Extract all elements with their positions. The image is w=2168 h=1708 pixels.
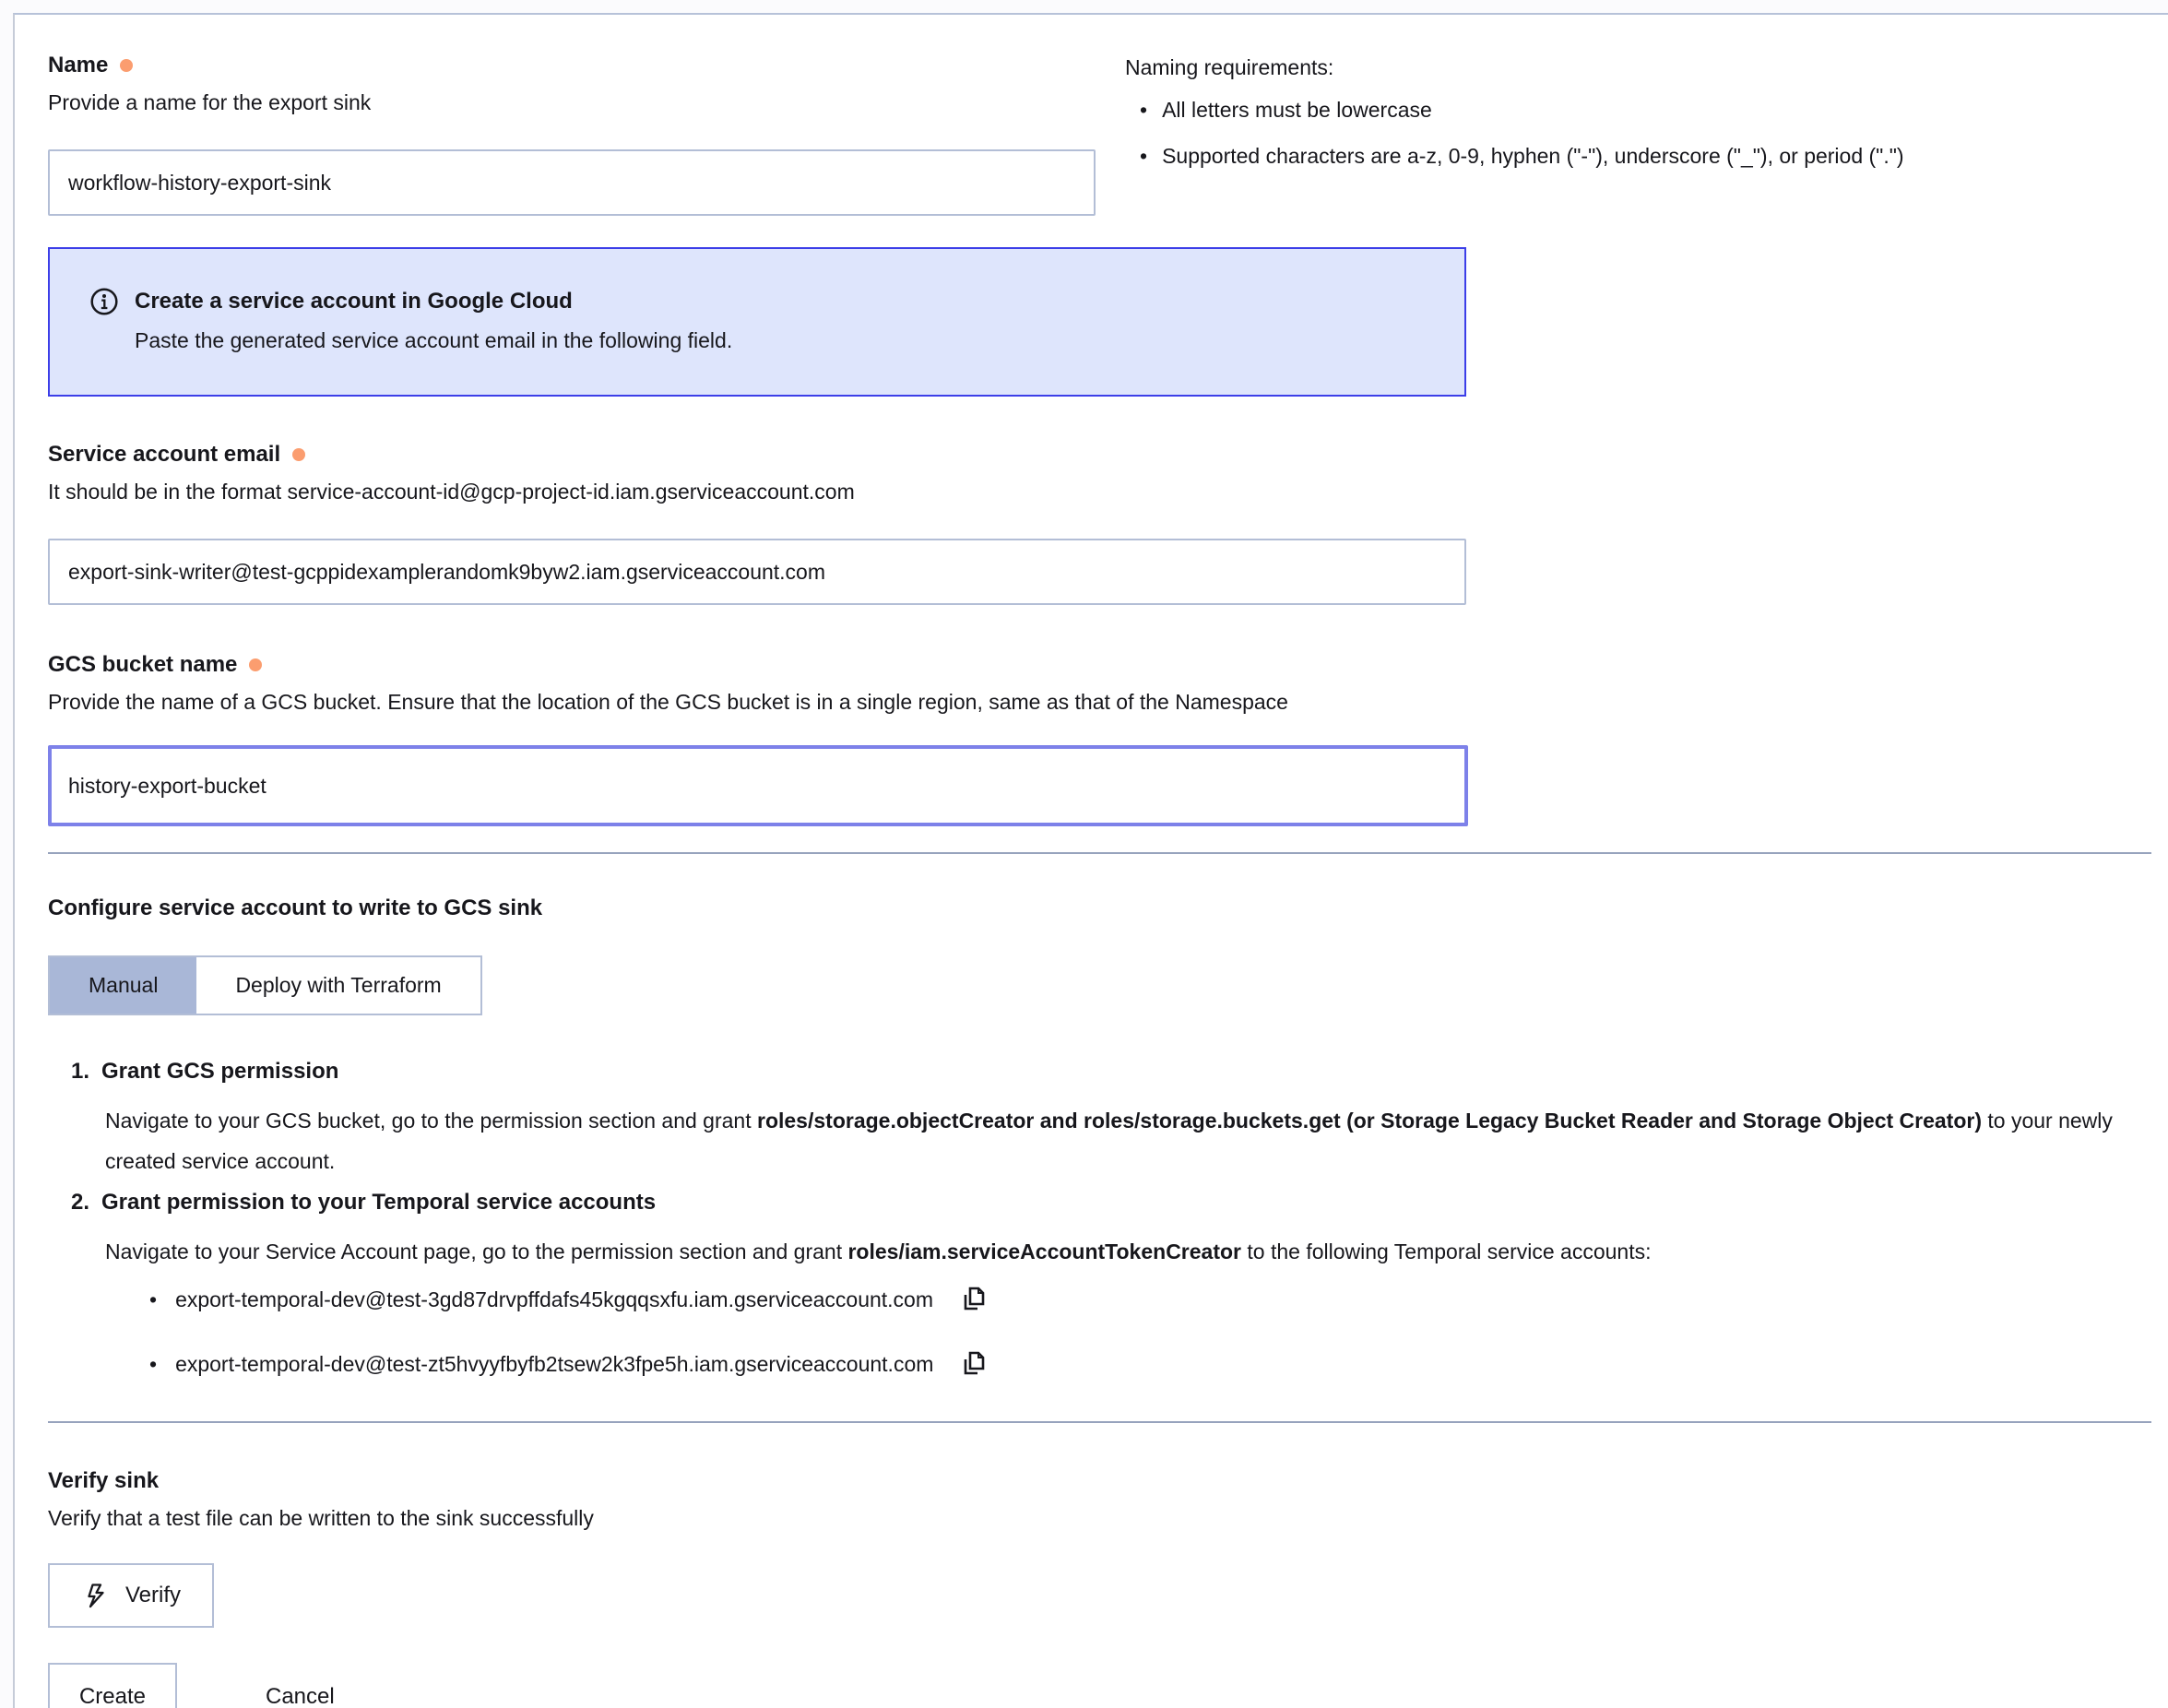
name-label-text: Name bbox=[48, 53, 109, 77]
step-2-title bbox=[71, 1189, 2168, 1216]
service-account-description: It should be in the format service-account-id@gcp-project-id.iam.gserviceaccount.com bbox=[48, 480, 855, 504]
step-1-body bbox=[105, 1100, 2115, 1181]
required-indicator bbox=[120, 59, 133, 72]
list-item bbox=[149, 1279, 2168, 1320]
section-divider bbox=[48, 852, 2151, 854]
list-item bbox=[1140, 142, 1904, 170]
create-button[interactable] bbox=[48, 1663, 177, 1708]
step-body-bold: roles/storage.objectCreator and roles/storage.buckets.get (or Storage Legacy Bucket Reader and Storage Object Creator) bbox=[757, 1109, 1982, 1133]
step-body-text: Navigate to your Service Account page, go to the permission section and grant bbox=[105, 1239, 848, 1263]
info-banner-title: Create a service account in Google Cloud bbox=[135, 289, 573, 314]
bucket-field-group bbox=[48, 651, 2168, 826]
lightning-bolt-icon bbox=[81, 1582, 109, 1609]
cancel-button-label: Cancel bbox=[266, 1684, 335, 1708]
name-row bbox=[48, 52, 2168, 216]
info-circle-icon bbox=[89, 286, 120, 317]
naming-requirement-text: All letters must be lowercase bbox=[1162, 98, 1432, 122]
bucket-label-text: GCS bucket name bbox=[48, 652, 238, 677]
bullet-icon: • bbox=[149, 1351, 158, 1376]
tab-deploy-with-terraform[interactable] bbox=[196, 957, 480, 1014]
naming-requirements-title: Naming requirements: bbox=[1125, 55, 1334, 79]
list-item bbox=[149, 1344, 2168, 1384]
step-number: 1. bbox=[71, 1059, 90, 1084]
configure-section-title: Configure service account to write to GCS sink bbox=[48, 896, 543, 920]
section-divider bbox=[48, 1421, 2151, 1423]
bullet-icon: • bbox=[149, 1287, 158, 1311]
manual-steps bbox=[48, 1058, 2168, 1384]
info-banner-title-row bbox=[89, 286, 1428, 317]
step-2-body bbox=[105, 1231, 2115, 1272]
gcs-bucket-name-input[interactable] bbox=[48, 745, 1468, 826]
temporal-service-accounts-list bbox=[149, 1279, 2168, 1384]
verify-section-description: Verify that a test file can be written to the sink successfully bbox=[48, 1506, 594, 1530]
verify-button-label: Verify bbox=[125, 1583, 182, 1607]
tab-terraform-label: Deploy with Terraform bbox=[235, 973, 442, 997]
temporal-service-account-email: export-temporal-dev@test-zt5hvyyfbyfb2tsew2k3fpe5h.iam.gserviceaccount.com bbox=[175, 1351, 934, 1376]
service-account-field-group bbox=[48, 441, 2168, 605]
step-body-text: to your newly created service account. bbox=[105, 1109, 2113, 1173]
create-button-label: Create bbox=[78, 1684, 147, 1708]
cancel-button[interactable] bbox=[260, 1663, 340, 1708]
naming-requirements-list bbox=[1125, 96, 1904, 170]
copy-icon[interactable] bbox=[955, 1282, 990, 1317]
bucket-description: Provide the name of a GCS bucket. Ensure that the location of the GCS bucket is in a single region, same as that of the Namespace bbox=[48, 690, 1288, 714]
name-field-group bbox=[48, 52, 1096, 216]
service-account-email-input[interactable] bbox=[48, 539, 1466, 605]
required-indicator bbox=[292, 448, 305, 461]
verify-button[interactable] bbox=[48, 1563, 214, 1628]
sink-name-input[interactable] bbox=[48, 149, 1096, 216]
info-banner bbox=[48, 247, 1466, 397]
required-indicator bbox=[249, 658, 262, 671]
step-title-text: Grant permission to your Temporal service accounts bbox=[101, 1190, 657, 1215]
step-title-text: Grant GCS permission bbox=[101, 1059, 339, 1084]
step-body-text: to the following Temporal service accounts: bbox=[1241, 1239, 1652, 1263]
tab-manual[interactable] bbox=[50, 957, 196, 1014]
list-item bbox=[1140, 96, 1904, 124]
temporal-service-account-email: export-temporal-dev@test-3gd87drvpffdafs45kgqqsxfu.iam.gserviceaccount.com bbox=[175, 1287, 934, 1311]
verify-section bbox=[48, 1467, 2168, 1628]
step-1-title bbox=[71, 1058, 2168, 1085]
verify-section-title: Verify sink bbox=[48, 1468, 160, 1493]
service-account-label bbox=[48, 441, 2168, 469]
service-account-label-text: Service account email bbox=[48, 442, 281, 467]
bullet-icon: • bbox=[1140, 98, 1148, 122]
bullet-icon: • bbox=[1140, 144, 1148, 168]
name-description: Provide a name for the export sink bbox=[48, 90, 372, 114]
step-body-bold: roles/iam.serviceAccountTokenCreator bbox=[847, 1239, 1241, 1263]
naming-requirements bbox=[1125, 52, 1904, 188]
tab-manual-label: Manual bbox=[89, 973, 159, 997]
copy-icon[interactable] bbox=[955, 1346, 990, 1382]
export-sink-form bbox=[13, 13, 2168, 1708]
bucket-label bbox=[48, 651, 2168, 679]
step-body-text: Navigate to your GCS bucket, go to the permission section and grant bbox=[105, 1109, 757, 1133]
form-actions bbox=[48, 1663, 2168, 1708]
info-banner-body: Paste the generated service account email in the following field. bbox=[135, 328, 733, 352]
deploy-method-tabs bbox=[48, 955, 482, 1015]
naming-requirement-text: Supported characters are a-z, 0-9, hyphen ("-"), underscore ("_"), or period (".") bbox=[1162, 144, 1904, 168]
step-number: 2. bbox=[71, 1190, 90, 1215]
name-label bbox=[48, 52, 1096, 79]
